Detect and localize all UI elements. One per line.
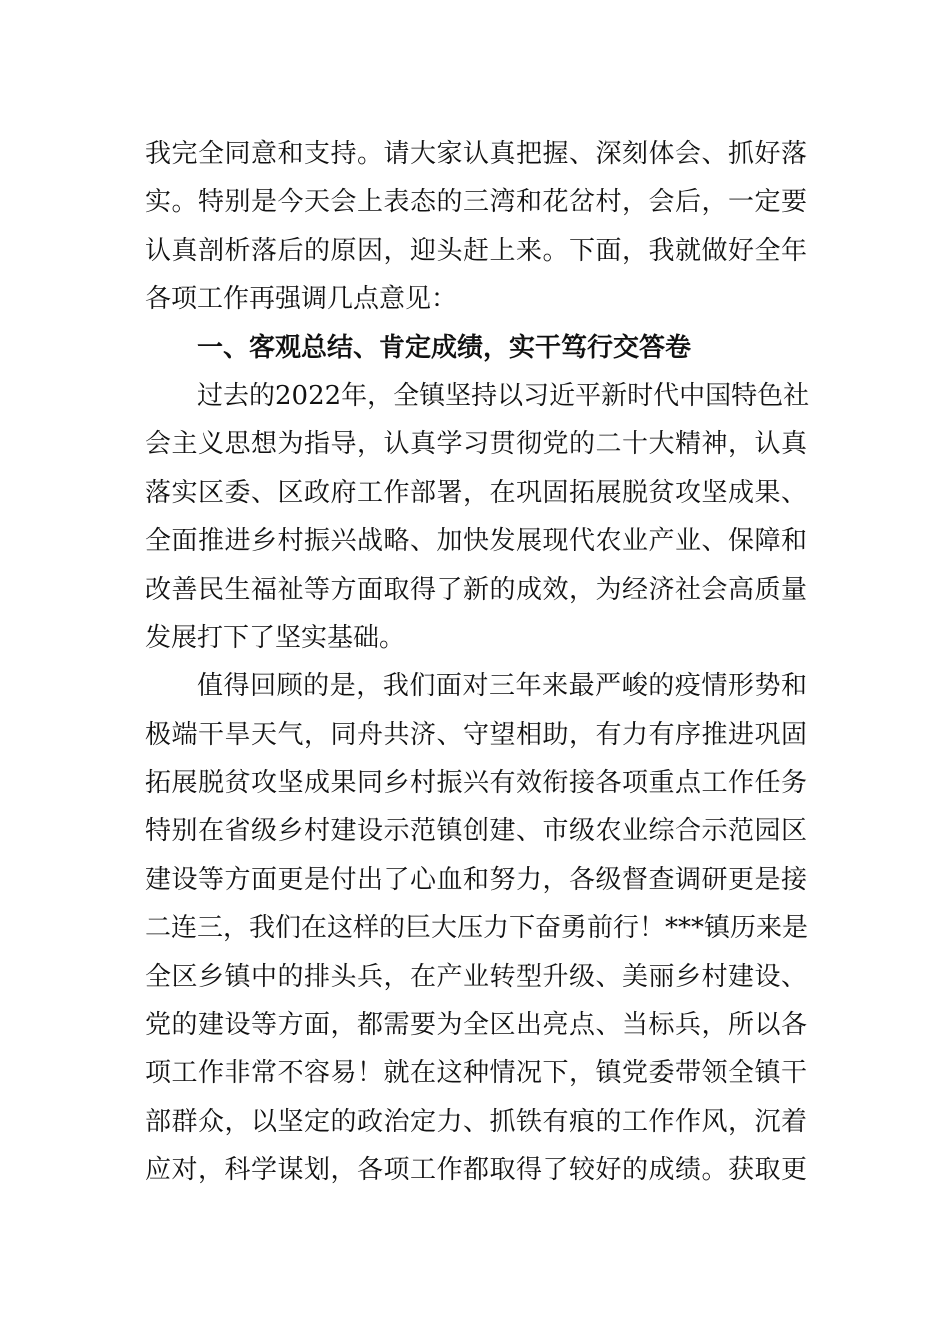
paragraph-line: 部群众，以坚定的政治定力、抓铁有痕的工作作风，沉着 [145, 1106, 807, 1137]
paragraph-line: 我完全同意和支持。请大家认真把握、深刻体会、抓好落 [145, 139, 807, 169]
paragraph-line: 会主义思想为指导，认真学习贯彻党的二十大精神，认真 [145, 429, 807, 460]
paragraph-line: 各项工作再强调几点意见： [145, 284, 458, 315]
paragraph-line: 改善民生福祉等方面取得了新的成效，为经济社会高质量 [145, 574, 807, 605]
paragraph-line: 发展打下了坚实基础。 [145, 622, 406, 653]
section-heading: 一、客观总结、肯定成绩，实干笃行交答卷 [197, 332, 692, 363]
paragraph-line: 值得回顾的是，我们面对三年来最严峻的疫情形势和 [197, 671, 807, 702]
paragraph-line: 过去的2022年，全镇坚持以习近平新时代中国特色社 [197, 380, 810, 411]
paragraph-line: 特别在省级乡村建设示范镇创建、市级农业综合示范园区 [145, 816, 807, 847]
document-body [145, 130, 810, 1195]
paragraph-line: 应对，科学谋划，各项工作都取得了较好的成绩。获取更 [145, 1155, 807, 1186]
paragraph-line: 项工作非常不容易！就在这种情况下，镇党委带领全镇干 [145, 1058, 807, 1089]
paragraph-line: 党的建设等方面，都需要为全区出亮点、当标兵，所以各 [145, 1010, 807, 1041]
paragraph-line: 全面推进乡村振兴战略、加快发展现代农业产业、保障和 [145, 526, 807, 557]
paragraph-line: 二连三，我们在这样的巨大压力下奋勇前行！***镇历来是 [145, 913, 809, 944]
paragraph-line: 认真剖析落后的原因，迎头赶上来。下面，我就做好全年 [145, 235, 807, 266]
paragraph-line: 实。特别是今天会上表态的三湾和花岔村，会后，一定要 [145, 187, 807, 218]
paragraph-line: 全区乡镇中的排头兵，在产业转型升级、美丽乡村建设、 [145, 961, 807, 992]
paragraph-line: 极端干旱天气，同舟共济、守望相助，有力有序推进巩固 [145, 719, 807, 750]
paragraph-line: 落实区委、区政府工作部署，在巩固拓展脱贫攻坚成果、 [145, 477, 807, 508]
paragraph-line: 建设等方面更是付出了心血和努力，各级督查调研更是接 [145, 864, 807, 895]
paragraph-line: 拓展脱贫攻坚成果同乡村振兴有效衔接各项重点工作任务 [145, 768, 807, 799]
